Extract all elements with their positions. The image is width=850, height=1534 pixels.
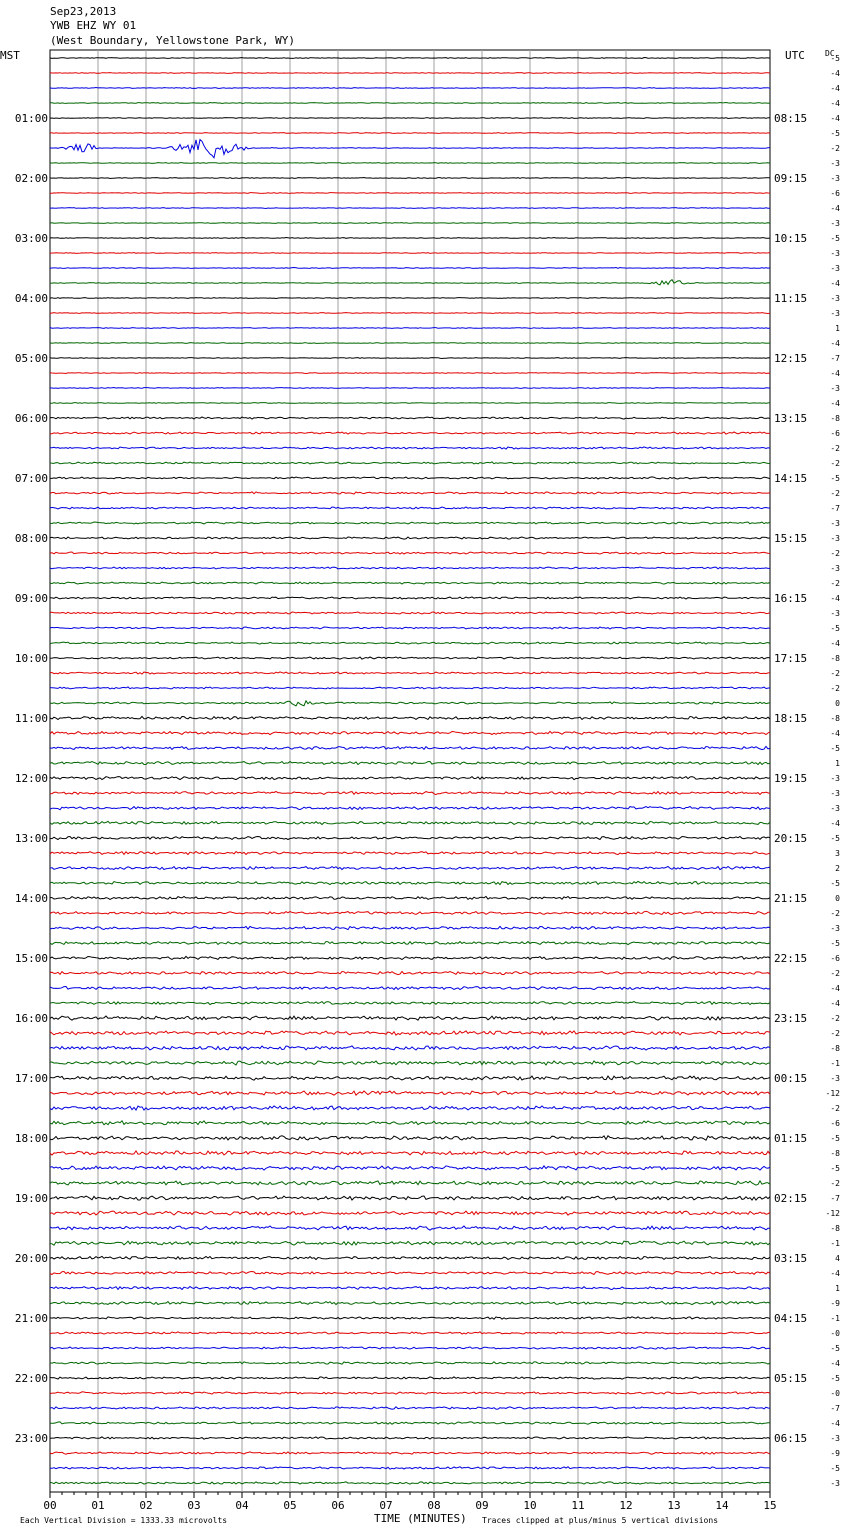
dc-offset-label: -3 bbox=[830, 609, 840, 618]
dc-offset-label: -8 bbox=[830, 714, 840, 723]
right-time-label: 21:15 bbox=[774, 892, 808, 905]
dc-offset-label: -2 bbox=[830, 1014, 840, 1023]
trace-row-1 bbox=[50, 73, 770, 74]
trace-row-63 bbox=[50, 1002, 770, 1005]
trace-row-65 bbox=[50, 1031, 770, 1035]
dc-offset-label: -5 bbox=[830, 1374, 840, 1383]
dc-offset-label: -2 bbox=[830, 1179, 840, 1188]
dc-offset-label: 1 bbox=[835, 324, 840, 333]
x-tick-label: 01 bbox=[91, 1499, 105, 1512]
right-time-label: 23:15 bbox=[774, 1012, 808, 1025]
left-time-label: 15:00 bbox=[14, 952, 48, 965]
trace-row-62 bbox=[50, 987, 770, 990]
dc-offset-label: -5 bbox=[830, 879, 840, 888]
dc-offset-label: 4 bbox=[835, 1254, 840, 1263]
trace-row-68 bbox=[50, 1076, 770, 1080]
dc-offset-label: -3 bbox=[830, 159, 840, 168]
trace-row-58 bbox=[50, 926, 770, 929]
trace-row-77 bbox=[50, 1211, 770, 1215]
dc-offset-label: -6 bbox=[830, 189, 840, 198]
trace-row-74 bbox=[50, 1166, 770, 1170]
dc-offset-label: -5 bbox=[830, 129, 840, 138]
trace-row-19 bbox=[50, 343, 770, 344]
x-tick-label: 14 bbox=[715, 1499, 729, 1512]
dc-offset-label: -3 bbox=[830, 789, 840, 798]
left-time-label: 08:00 bbox=[14, 532, 48, 545]
trace-row-33 bbox=[50, 552, 770, 554]
trace-row-32 bbox=[50, 537, 770, 539]
dc-offset-label: -3 bbox=[830, 804, 840, 813]
trace-row-40 bbox=[50, 657, 770, 659]
dc-offset-label: -8 bbox=[830, 414, 840, 423]
trace-row-92 bbox=[50, 1437, 770, 1439]
trace-row-35 bbox=[50, 582, 770, 584]
dc-offset-label: -9 bbox=[830, 1449, 840, 1458]
dc-offset-label: -4 bbox=[830, 1419, 840, 1428]
trace-row-34 bbox=[50, 567, 770, 569]
dc-offset-label: -3 bbox=[830, 219, 840, 228]
dc-offset-label: -4 bbox=[830, 84, 840, 93]
x-axis-title: TIME (MINUTES) bbox=[374, 1512, 467, 1525]
trace-row-18 bbox=[50, 328, 770, 329]
dc-offset-label: -9 bbox=[830, 1299, 840, 1308]
dc-offset-label: -3 bbox=[830, 249, 840, 258]
right-time-label: 00:15 bbox=[774, 1072, 808, 1085]
trace-row-90 bbox=[50, 1407, 770, 1409]
dc-offset-label: -8 bbox=[830, 654, 840, 663]
trace-row-81 bbox=[50, 1272, 770, 1275]
trace-row-88 bbox=[50, 1377, 770, 1379]
trace-row-93 bbox=[50, 1452, 770, 1454]
trace-row-21 bbox=[50, 373, 770, 374]
right-time-label: 08:15 bbox=[774, 112, 808, 125]
trace-row-45 bbox=[50, 731, 770, 734]
trace-row-22 bbox=[50, 388, 770, 389]
dc-offset-label: -3 bbox=[830, 1434, 840, 1443]
header-location: (West Boundary, Yellowstone Park, WY) bbox=[50, 34, 296, 47]
dc-offset-label: 0 bbox=[835, 699, 840, 708]
dc-offset-label: -5 bbox=[830, 1464, 840, 1473]
x-tick-label: 15 bbox=[763, 1499, 777, 1512]
dc-offset-label: -2 bbox=[830, 909, 840, 918]
dc-offset-label: -3 bbox=[830, 774, 840, 783]
trace-row-82 bbox=[50, 1287, 770, 1290]
dc-offset-label: -3 bbox=[830, 1074, 840, 1083]
trace-row-29 bbox=[50, 492, 770, 494]
header-date: Sep23,2013 bbox=[50, 5, 117, 18]
dc-offset-label: -4 bbox=[830, 984, 840, 993]
dc-offset-label: -5 bbox=[830, 1164, 840, 1173]
trace-row-46 bbox=[50, 746, 770, 749]
trace-row-12 bbox=[50, 238, 770, 239]
left-time-label: 21:00 bbox=[14, 1312, 48, 1325]
right-time-label: 20:15 bbox=[774, 832, 808, 845]
dc-offset-label: -1 bbox=[830, 1314, 840, 1323]
dc-offset-label: -5 bbox=[830, 624, 840, 633]
trace-row-78 bbox=[50, 1226, 770, 1230]
left-time-label: 23:00 bbox=[14, 1432, 48, 1445]
dc-offset-label: -3 bbox=[830, 564, 840, 573]
trace-row-59 bbox=[50, 942, 770, 945]
dc-offset-label: -3 bbox=[830, 519, 840, 528]
trace-row-50 bbox=[50, 807, 770, 810]
trace-row-54 bbox=[50, 867, 770, 870]
trace-row-11 bbox=[50, 223, 770, 224]
trace-row-91 bbox=[50, 1422, 770, 1424]
trace-row-86 bbox=[50, 1347, 770, 1349]
x-tick-label: 10 bbox=[523, 1499, 537, 1512]
left-time-label: 02:00 bbox=[14, 172, 48, 185]
trace-row-24 bbox=[50, 417, 770, 419]
dc-offset-label: -2 bbox=[830, 444, 840, 453]
right-timezone-label: UTC bbox=[785, 49, 805, 62]
clip-note: Traces clipped at plus/minus 5 vertical divisions bbox=[482, 1516, 719, 1525]
dc-offset-label: -2 bbox=[830, 549, 840, 558]
dc-offset-label: -12 bbox=[825, 1209, 840, 1218]
trace-row-44 bbox=[50, 716, 770, 719]
trace-row-60 bbox=[50, 956, 770, 959]
left-time-label: 11:00 bbox=[14, 712, 48, 725]
dc-offset-label: -4 bbox=[830, 999, 840, 1008]
dc-offset-label: -3 bbox=[830, 174, 840, 183]
dc-offset-label: -2 bbox=[830, 1104, 840, 1113]
right-time-label: 11:15 bbox=[774, 292, 808, 305]
trace-row-14 bbox=[50, 268, 770, 269]
dc-offset-label: -1 bbox=[830, 1059, 840, 1068]
trace-row-37 bbox=[50, 612, 770, 614]
left-time-label: 14:00 bbox=[14, 892, 48, 905]
x-tick-label: 08 bbox=[427, 1499, 441, 1512]
trace-row-42 bbox=[50, 687, 770, 689]
left-time-label: 09:00 bbox=[14, 592, 48, 605]
left-time-label: 22:00 bbox=[14, 1372, 48, 1385]
dc-offset-label: -6 bbox=[830, 429, 840, 438]
dc-offset-label: -4 bbox=[830, 279, 840, 288]
left-time-label: 17:00 bbox=[14, 1072, 48, 1085]
trace-row-95 bbox=[50, 1482, 770, 1484]
x-tick-label: 00 bbox=[43, 1499, 57, 1512]
x-tick-label: 02 bbox=[139, 1499, 153, 1512]
right-time-label: 10:15 bbox=[774, 232, 808, 245]
dc-offset-label: -0 bbox=[830, 1389, 840, 1398]
dc-offset-label: -3 bbox=[830, 309, 840, 318]
dc-offset-label: 1 bbox=[835, 1284, 840, 1293]
trace-row-76 bbox=[50, 1196, 770, 1200]
dc-offset-label: -2 bbox=[830, 579, 840, 588]
trace-row-72 bbox=[50, 1136, 770, 1140]
trace-row-2 bbox=[50, 88, 770, 89]
trace-row-70 bbox=[50, 1106, 770, 1110]
trace-row-25 bbox=[50, 432, 770, 434]
dc-offset-label: -4 bbox=[830, 819, 840, 828]
right-time-label: 09:15 bbox=[774, 172, 808, 185]
trace-row-9 bbox=[50, 193, 770, 194]
trace-row-47 bbox=[50, 762, 770, 765]
trace-row-55 bbox=[50, 881, 770, 884]
dc-offset-label: -3 bbox=[830, 264, 840, 273]
trace-row-4 bbox=[50, 118, 770, 119]
dc-offset-label: -0 bbox=[830, 1329, 840, 1338]
left-time-label: 06:00 bbox=[14, 412, 48, 425]
left-time-label: 07:00 bbox=[14, 472, 48, 485]
dc-offset-label: -4 bbox=[830, 639, 840, 648]
dc-offset-label: -8 bbox=[830, 1224, 840, 1233]
dc-offset-label: -5 bbox=[830, 834, 840, 843]
trace-row-10 bbox=[50, 208, 770, 209]
dc-offset-label: -4 bbox=[830, 114, 840, 123]
dc-offset-label: -5 bbox=[830, 234, 840, 243]
dc-offset-label: -6 bbox=[830, 954, 840, 963]
dc-offset-label: -4 bbox=[830, 729, 840, 738]
dc-offset-label: -3 bbox=[830, 1479, 840, 1488]
dc-offset-label: 1 bbox=[835, 759, 840, 768]
left-time-label: 19:00 bbox=[14, 1192, 48, 1205]
dc-offset-label: -12 bbox=[825, 1089, 840, 1098]
dc-offset-label: -3 bbox=[830, 534, 840, 543]
dc-label: DC bbox=[825, 49, 835, 58]
left-time-label: 10:00 bbox=[14, 652, 48, 665]
trace-row-15 bbox=[50, 280, 770, 285]
trace-row-8 bbox=[50, 178, 770, 179]
dc-offset-label: -4 bbox=[830, 339, 840, 348]
x-tick-label: 05 bbox=[283, 1499, 297, 1512]
dc-offset-label: -7 bbox=[830, 1404, 840, 1413]
dc-offset-label: -5 bbox=[830, 54, 840, 63]
dc-offset-label: -4 bbox=[830, 1359, 840, 1368]
dc-offset-label: -2 bbox=[830, 1029, 840, 1038]
dc-offset-label: 0 bbox=[835, 894, 840, 903]
right-time-label: 12:15 bbox=[774, 352, 808, 365]
trace-row-26 bbox=[50, 447, 770, 449]
dc-offset-label: -5 bbox=[830, 744, 840, 753]
trace-row-13 bbox=[50, 253, 770, 254]
dc-offset-label: -4 bbox=[830, 99, 840, 108]
trace-row-20 bbox=[50, 358, 770, 359]
trace-row-85 bbox=[50, 1332, 770, 1334]
x-tick-label: 06 bbox=[331, 1499, 345, 1512]
right-time-label: 13:15 bbox=[774, 412, 808, 425]
trace-row-73 bbox=[50, 1151, 770, 1155]
trace-row-69 bbox=[50, 1091, 770, 1095]
left-time-label: 12:00 bbox=[14, 772, 48, 785]
dc-offset-label: -5 bbox=[830, 1134, 840, 1143]
trace-row-5 bbox=[50, 133, 770, 134]
trace-row-83 bbox=[50, 1302, 770, 1305]
dc-offset-label: 3 bbox=[835, 849, 840, 858]
trace-row-48 bbox=[50, 777, 770, 780]
dc-offset-label: -7 bbox=[830, 354, 840, 363]
dc-offset-label: -1 bbox=[830, 1239, 840, 1248]
right-time-label: 16:15 bbox=[774, 592, 808, 605]
right-time-label: 15:15 bbox=[774, 532, 808, 545]
trace-row-53 bbox=[50, 852, 770, 855]
trace-row-57 bbox=[50, 911, 770, 914]
dc-offset-label: -5 bbox=[830, 939, 840, 948]
dc-offset-label: -7 bbox=[830, 504, 840, 513]
x-tick-label: 03 bbox=[187, 1499, 201, 1512]
dc-offset-label: -3 bbox=[830, 384, 840, 393]
trace-row-80 bbox=[50, 1256, 770, 1259]
left-time-label: 16:00 bbox=[14, 1012, 48, 1025]
trace-row-52 bbox=[50, 837, 770, 840]
trace-row-94 bbox=[50, 1467, 770, 1469]
trace-row-49 bbox=[50, 792, 770, 795]
x-tick-label: 09 bbox=[475, 1499, 489, 1512]
dc-offset-label: -4 bbox=[830, 69, 840, 78]
trace-row-79 bbox=[50, 1241, 770, 1245]
trace-row-3 bbox=[50, 103, 770, 104]
trace-row-87 bbox=[50, 1362, 770, 1364]
trace-row-7 bbox=[50, 163, 770, 164]
dc-offset-label: -4 bbox=[830, 399, 840, 408]
dc-offset-label: -4 bbox=[830, 369, 840, 378]
trace-row-71 bbox=[50, 1121, 770, 1125]
trace-row-6 bbox=[50, 140, 770, 158]
x-tick-label: 07 bbox=[379, 1499, 393, 1512]
dc-offset-label: -2 bbox=[830, 684, 840, 693]
header-station: YWB EHZ WY 01 bbox=[50, 19, 137, 32]
dc-offset-label: -6 bbox=[830, 1119, 840, 1128]
trace-row-43 bbox=[50, 701, 770, 706]
scale-note: Each Vertical Division = 1333.33 microvolts bbox=[20, 1516, 228, 1525]
right-time-label: 06:15 bbox=[774, 1432, 808, 1445]
trace-row-27 bbox=[50, 462, 770, 464]
x-tick-label: 04 bbox=[235, 1499, 249, 1512]
right-time-label: 03:15 bbox=[774, 1252, 808, 1265]
dc-offset-label: -2 bbox=[830, 459, 840, 468]
left-time-label: 03:00 bbox=[14, 232, 48, 245]
right-time-label: 18:15 bbox=[774, 712, 808, 725]
right-time-label: 19:15 bbox=[774, 772, 808, 785]
trace-row-61 bbox=[50, 971, 770, 974]
left-time-label: 04:00 bbox=[14, 292, 48, 305]
dc-offset-label: -3 bbox=[830, 294, 840, 303]
trace-row-17 bbox=[50, 313, 770, 314]
trace-row-89 bbox=[50, 1392, 770, 1394]
dc-offset-label: -8 bbox=[830, 1149, 840, 1158]
right-time-label: 17:15 bbox=[774, 652, 808, 665]
left-time-label: 13:00 bbox=[14, 832, 48, 845]
trace-row-67 bbox=[50, 1061, 770, 1065]
trace-row-56 bbox=[50, 896, 770, 899]
left-time-label: 20:00 bbox=[14, 1252, 48, 1265]
dc-offset-label: 2 bbox=[835, 864, 840, 873]
trace-row-31 bbox=[50, 522, 770, 524]
dc-offset-label: -2 bbox=[830, 969, 840, 978]
dc-offset-label: -4 bbox=[830, 1269, 840, 1278]
x-tick-label: 11 bbox=[571, 1499, 585, 1512]
trace-row-41 bbox=[50, 672, 770, 674]
right-time-label: 05:15 bbox=[774, 1372, 808, 1385]
left-timezone-label: MST bbox=[0, 49, 20, 62]
trace-row-66 bbox=[50, 1046, 770, 1050]
trace-row-30 bbox=[50, 507, 770, 509]
trace-row-64 bbox=[50, 1016, 770, 1020]
right-time-label: 02:15 bbox=[774, 1192, 808, 1205]
dc-offset-label: -2 bbox=[830, 669, 840, 678]
dc-offset-label: -3 bbox=[830, 924, 840, 933]
trace-row-38 bbox=[50, 627, 770, 629]
trace-row-75 bbox=[50, 1181, 770, 1185]
dc-offset-label: -5 bbox=[830, 474, 840, 483]
trace-row-28 bbox=[50, 477, 770, 479]
left-time-label: 05:00 bbox=[14, 352, 48, 365]
dc-offset-label: -4 bbox=[830, 204, 840, 213]
right-time-label: 01:15 bbox=[774, 1132, 808, 1145]
dc-offset-label: -2 bbox=[830, 144, 840, 153]
trace-row-36 bbox=[50, 597, 770, 599]
plot-frame bbox=[50, 50, 770, 1492]
trace-row-16 bbox=[50, 298, 770, 299]
left-time-label: 18:00 bbox=[14, 1132, 48, 1145]
trace-row-51 bbox=[50, 821, 770, 824]
trace-row-0 bbox=[50, 58, 770, 59]
x-tick-label: 12 bbox=[619, 1499, 633, 1512]
right-time-label: 22:15 bbox=[774, 952, 808, 965]
right-time-label: 14:15 bbox=[774, 472, 808, 485]
left-time-label: 01:00 bbox=[14, 112, 48, 125]
x-tick-label: 13 bbox=[667, 1499, 681, 1512]
dc-offset-label: -4 bbox=[830, 594, 840, 603]
trace-row-84 bbox=[50, 1317, 770, 1319]
dc-offset-label: -2 bbox=[830, 489, 840, 498]
right-time-label: 04:15 bbox=[774, 1312, 808, 1325]
trace-row-39 bbox=[50, 642, 770, 644]
trace-row-23 bbox=[50, 403, 770, 404]
dc-offset-label: -8 bbox=[830, 1044, 840, 1053]
dc-offset-label: -7 bbox=[830, 1194, 840, 1203]
dc-offset-label: -5 bbox=[830, 1344, 840, 1353]
